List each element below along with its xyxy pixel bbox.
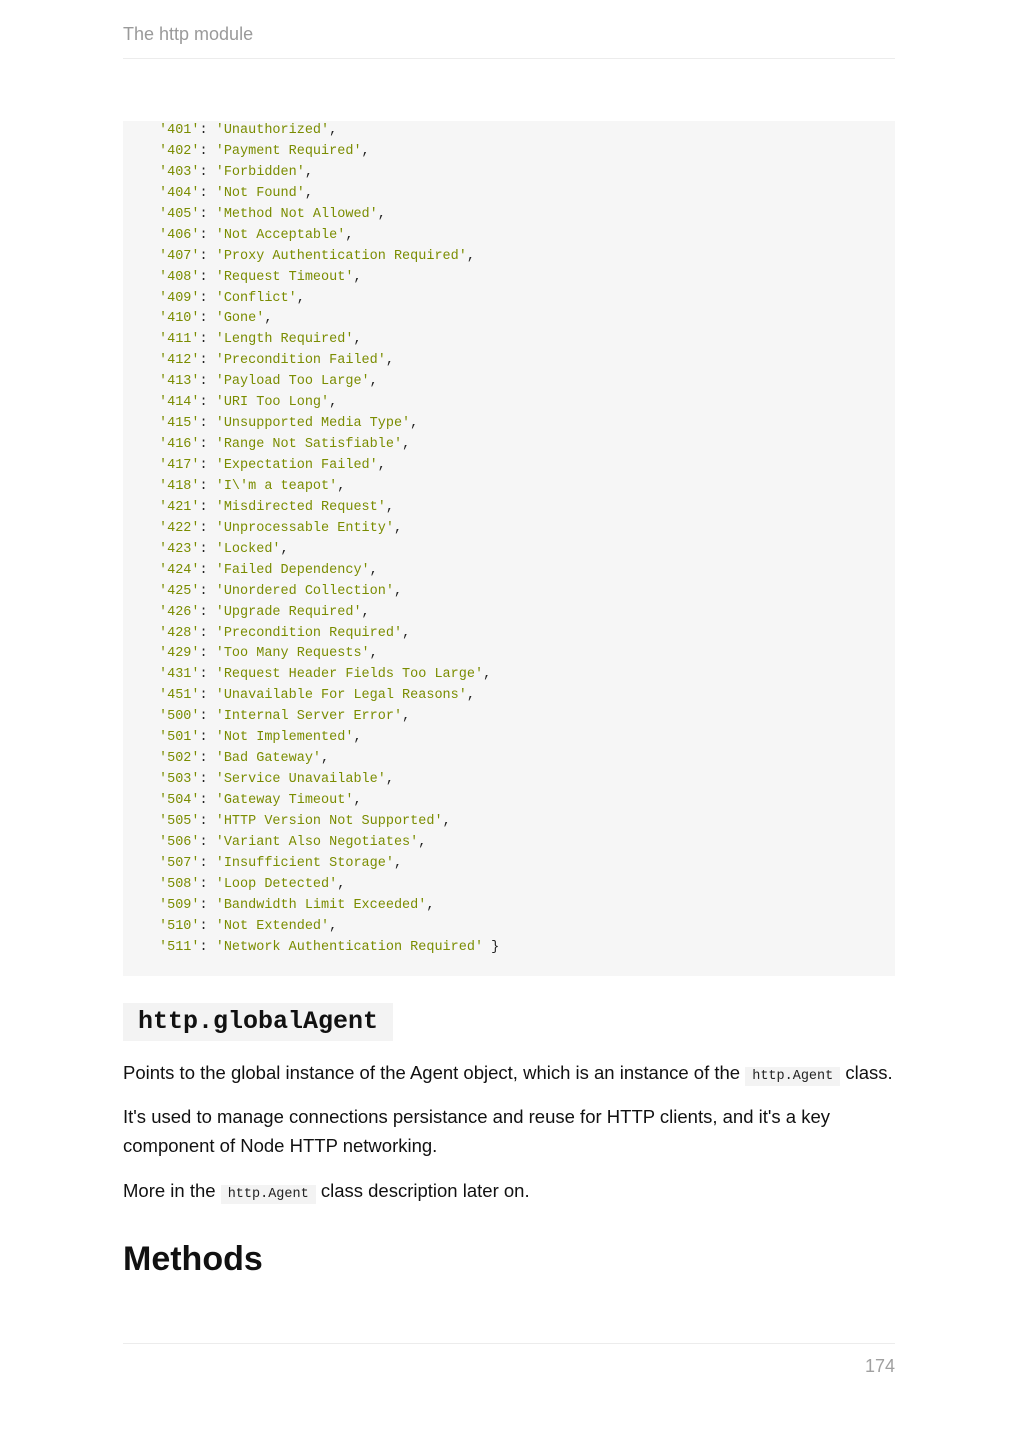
status-code-key: '429': [159, 646, 200, 662]
status-code-key: '418': [159, 478, 200, 494]
status-code-key: '416': [159, 437, 200, 453]
code-line: '502': 'Bad Gateway',: [159, 751, 330, 767]
status-code-text: 'I\'m a teapot': [215, 478, 338, 494]
status-code-text: 'Forbidden': [215, 164, 305, 180]
status-code-text: 'Variant Also Negotiates': [215, 834, 419, 850]
status-code-key: '410': [159, 311, 200, 327]
code-line: '507': 'Insufficient Storage',: [159, 855, 403, 871]
status-code-key: '421': [159, 499, 200, 515]
status-code-text: 'Length Required': [215, 332, 354, 348]
status-code-text: 'Locked': [215, 541, 281, 557]
code-line: '508': 'Loop Detected',: [159, 876, 346, 892]
code-line: '500': 'Internal Server Error',: [159, 709, 411, 725]
code-line: '509': 'Bandwidth Limit Exceeded',: [159, 897, 435, 913]
code-line: '410': 'Gone',: [159, 311, 273, 327]
status-code-text: 'Unauthorized': [215, 123, 330, 138]
status-code-text: 'Internal Server Error': [215, 709, 403, 725]
code-line: '402': 'Payment Required',: [159, 143, 370, 159]
status-code-text: 'HTTP Version Not Supported': [215, 813, 443, 829]
status-code-text: 'Request Header Fields Too Large': [215, 667, 484, 683]
status-code-key: '412': [159, 353, 200, 369]
paragraph-text: class description later on.: [315, 1180, 530, 1201]
code-line: '422': 'Unprocessable Entity',: [159, 520, 403, 536]
status-code-text: 'Unprocessable Entity': [215, 520, 394, 536]
code-line: '404': 'Not Found',: [159, 185, 313, 201]
status-code-key: '431': [159, 667, 200, 683]
code-line: '504': 'Gateway Timeout',: [159, 793, 362, 808]
code-line: '403': 'Forbidden',: [159, 164, 313, 180]
code-line: '503': 'Service Unavailable',: [159, 772, 394, 788]
status-code-key: '428': [159, 625, 200, 641]
page-number: 174: [864, 1356, 895, 1376]
status-code-text: 'Expectation Failed': [215, 458, 378, 473]
status-code-text: 'Unsupported Media Type': [215, 416, 411, 432]
status-code-key: '409': [159, 290, 200, 306]
code-line: '411': 'Length Required',: [159, 332, 362, 348]
status-code-key: '407': [159, 248, 200, 264]
inline-code: http.Agent: [221, 1185, 316, 1204]
status-code-text: 'Not Found': [215, 185, 305, 201]
status-code-key: '507': [159, 855, 200, 871]
code-line: '416': 'Range Not Satisfiable',: [159, 437, 411, 453]
status-code-text: 'Failed Dependency': [215, 562, 370, 578]
code-line: '423': 'Locked',: [159, 541, 289, 557]
status-code-text: 'Network Authentication Required': [215, 939, 484, 955]
status-code-text: 'Insufficient Storage': [215, 855, 394, 871]
status-code-text: 'Loop Detected': [215, 876, 338, 892]
status-code-key: '413': [159, 374, 200, 390]
status-code-key: '500': [159, 709, 200, 725]
status-code-key: '406': [159, 227, 200, 243]
status-code-text: 'Method Not Allowed': [215, 206, 378, 222]
footer-divider: [123, 1343, 895, 1344]
paragraph-text: class.: [840, 1062, 893, 1083]
inline-code: http.Agent: [745, 1067, 840, 1086]
status-code-key: '417': [159, 458, 200, 473]
code-line: '505': 'HTTP Version Not Supported',: [159, 813, 451, 829]
status-code-key: '501': [159, 730, 200, 746]
global-agent-heading: http.globalAgent: [123, 1003, 393, 1041]
code-line: '424': 'Failed Dependency',: [159, 562, 378, 578]
paragraph-global-agent: [123, 1058, 895, 1091]
status-code-key: '503': [159, 772, 200, 788]
status-code-key: '509': [159, 897, 200, 913]
status-code-key: '423': [159, 541, 200, 557]
code-line: '431': 'Request Header Fields Too Large',: [159, 667, 492, 683]
status-code-key: '426': [159, 604, 200, 620]
code-line: '412': 'Precondition Failed',: [159, 353, 394, 369]
paragraph-usage: It's used to manage connections persistance and reuse for HTTP clients, and it's a key component of Node HTTP networking.: [123, 1106, 831, 1156]
code-line: '428': 'Precondition Required',: [159, 625, 411, 641]
status-code-text: 'Unordered Collection': [215, 583, 394, 599]
status-code-text: 'Misdirected Request': [215, 499, 386, 515]
status-code-key: '506': [159, 834, 200, 850]
status-code-key: '424': [159, 562, 200, 578]
code-line: '405': 'Method Not Allowed',: [159, 206, 386, 222]
status-code-text: 'Service Unavailable': [215, 772, 386, 788]
status-code-text: 'Not Implemented': [215, 730, 354, 746]
status-code-text: 'Range Not Satisfiable': [215, 437, 403, 453]
status-codes-code-block: [123, 121, 895, 976]
status-code-key: '411': [159, 332, 200, 348]
code-line: '407': 'Proxy Authentication Required',: [159, 248, 475, 264]
status-code-key: '508': [159, 876, 200, 892]
status-code-text: 'Bandwidth Limit Exceeded': [215, 897, 427, 913]
status-code-text: 'Not Extended': [215, 918, 330, 934]
code-line: '501': 'Not Implemented',: [159, 730, 362, 746]
status-code-text: 'Gateway Timeout': [215, 793, 354, 808]
code-line: '417': 'Expectation Failed',: [159, 458, 386, 473]
code-line: '421': 'Misdirected Request',: [159, 499, 394, 515]
status-code-key: '414': [159, 395, 200, 411]
status-code-text: 'Proxy Authentication Required': [215, 248, 467, 264]
code-line: '408': 'Request Timeout',: [159, 269, 362, 285]
methods-heading: Methods: [123, 1240, 263, 1278]
status-code-key: '510': [159, 918, 200, 934]
status-code-text: 'Unavailable For Legal Reasons': [215, 688, 467, 704]
code-line: '414': 'URI Too Long',: [159, 395, 338, 411]
paragraph-text: Points to the global instance of the Agent object, which is an instance of the: [123, 1062, 746, 1083]
status-code-key: '505': [159, 813, 200, 829]
status-code-key: '401': [159, 123, 200, 138]
status-code-text: 'Precondition Required': [215, 625, 403, 641]
code-line: '413': 'Payload Too Large',: [159, 374, 378, 390]
code-line: '429': 'Too Many Requests',: [159, 646, 378, 662]
status-code-text: 'URI Too Long': [215, 395, 330, 411]
code-line: '406': 'Not Acceptable',: [159, 227, 354, 243]
code-line: '409': 'Conflict',: [159, 290, 305, 306]
status-code-text: 'Payload Too Large': [215, 374, 370, 390]
code-line: '401': 'Unauthorized',: [159, 123, 338, 138]
status-code-text: 'Payment Required': [215, 143, 362, 159]
code-line: '511': 'Network Authentication Required' }: [159, 939, 500, 955]
header-divider: [123, 58, 895, 59]
status-code-key: '408': [159, 269, 200, 285]
status-code-text: 'Conflict': [215, 290, 297, 306]
status-code-text: 'Precondition Failed': [215, 353, 386, 369]
paragraph-text: More in the: [123, 1180, 221, 1201]
status-code-key: '502': [159, 751, 200, 767]
running-header: The http module: [123, 24, 254, 44]
code-line: '415': 'Unsupported Media Type',: [159, 416, 419, 432]
status-code-text: 'Gone': [215, 311, 265, 327]
status-code-text: 'Request Timeout': [215, 269, 354, 285]
code-line: '418': 'I\'m a teapot',: [159, 478, 346, 494]
status-code-key: '403': [159, 164, 200, 180]
paragraph-more-info: [123, 1176, 895, 1209]
status-code-key: '415': [159, 416, 200, 432]
status-code-key: '422': [159, 520, 200, 536]
status-code-text: 'Not Acceptable': [215, 227, 346, 243]
status-code-key: '511': [159, 939, 200, 955]
status-code-text: 'Bad Gateway': [215, 751, 322, 767]
code-line: '426': 'Upgrade Required',: [159, 604, 370, 620]
code-lines: [159, 121, 895, 959]
code-line: '451': 'Unavailable For Legal Reasons',: [159, 688, 475, 704]
code-line: '425': 'Unordered Collection',: [159, 583, 403, 599]
status-code-key: '404': [159, 185, 200, 201]
status-code-key: '504': [159, 793, 200, 808]
status-code-key: '405': [159, 206, 200, 222]
status-code-key: '402': [159, 143, 200, 159]
code-line: '510': 'Not Extended',: [159, 918, 338, 934]
status-code-text: 'Too Many Requests': [215, 646, 370, 662]
code-line: '506': 'Variant Also Negotiates',: [159, 834, 427, 850]
status-code-key: '425': [159, 583, 200, 599]
status-code-text: 'Upgrade Required': [215, 604, 362, 620]
status-code-key: '451': [159, 688, 200, 704]
